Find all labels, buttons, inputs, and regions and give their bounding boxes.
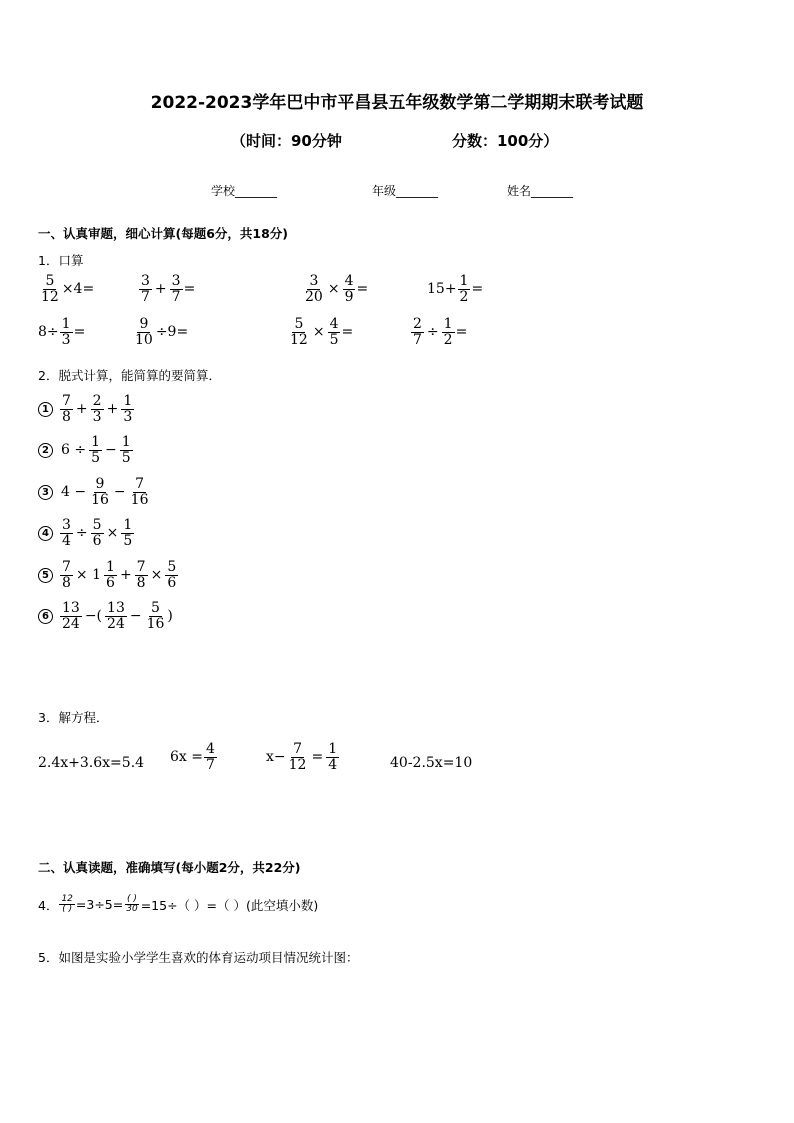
question-4: 4． $\frac{12}{( )}$ =3÷5= $\frac{( )}{30}$ =15÷（ ）=（ ）(此空填小数)	[38, 894, 319, 915]
name-field: 姓名_______	[507, 184, 574, 198]
equation-1: 2.4x+3.6x=5.4	[38, 755, 145, 771]
expr-6: 6 $\frac{13}{24}$ −( $\frac{13}{24}$ − $\frac{5}{16}$ )	[38, 601, 173, 631]
exam-score: 分数：100分）	[452, 132, 559, 150]
oral-calc-4: 15+ $\frac{1}{2}$ =	[427, 273, 484, 305]
section-2-heading: 二、认真读题，准确填写(每小题2分，共22分)	[38, 860, 301, 875]
expr-4: 4 $\frac{3}{4}$ ÷ $\frac{5}{6}$ × $\frac{1}{5}$	[38, 518, 135, 548]
question-1-label: 1．口算	[38, 253, 84, 268]
item-number: 2	[38, 443, 53, 458]
question-3-label: 3．解方程．	[38, 710, 109, 725]
item-number: 5	[38, 568, 53, 583]
oral-calc-1: $\frac{5}{12}$ ×4=	[41, 273, 95, 305]
equation-2: 6x = $\frac{4}{7}$	[170, 741, 215, 773]
equation-4: 40-2.5x=10	[390, 755, 473, 771]
grade-field: 年级_______	[372, 184, 439, 198]
exam-time: （时间：90分钟	[231, 132, 342, 150]
item-number: 3	[38, 485, 53, 500]
expr-3: 3 4 − $\frac{9}{16}$ − $\frac{7}{16}$	[38, 477, 151, 507]
oral-calc-2: $\frac{3}{7}$ + $\frac{3}{7}$ =	[141, 273, 196, 305]
expr-5: 5 $\frac{7}{8}$ × 1 $\frac{1}{6}$ + $\frac{7}{8}$ × $\frac{5}{6}$	[38, 560, 179, 590]
page-title: 2022-2023学年巴中市平昌县五年级数学第二学期期末联考试题	[150, 93, 644, 113]
oral-calc-5: 8÷ $\frac{1}{3}$ =	[38, 316, 86, 348]
item-number: 6	[38, 609, 53, 624]
school-field: 学校_______	[211, 184, 278, 198]
item-number: 4	[38, 526, 53, 541]
oral-calc-8: $\frac{2}{7}$ ÷ $\frac{1}{2}$ =	[413, 316, 468, 348]
oral-calc-7: $\frac{5}{12}$ × $\frac{4}{5}$ =	[290, 316, 354, 348]
question-2-label: 2．脱式计算，能简算的要简算．	[38, 368, 221, 383]
item-number: 1	[38, 402, 53, 417]
equation-3: x− $\frac{7}{12}$ = $\frac{1}{4}$	[266, 741, 338, 773]
expr-2: 2 6 ÷ $\frac{1}{5}$ − $\frac{1}{5}$	[38, 435, 134, 465]
oral-calc-6: $\frac{9}{10}$ ÷9=	[135, 316, 189, 348]
question-5: 5．如图是实验小学学生喜欢的体育运动项目情况统计图：	[38, 950, 359, 965]
oral-calc-3: $\frac{3}{20}$ × $\frac{4}{9}$ =	[305, 273, 369, 305]
section-1-heading: 一、认真审题，细心计算(每题6分，共18分)	[38, 226, 289, 241]
expr-1: 1 $\frac{7}{8}$ + $\frac{2}{3}$ + $\frac{1}{3}$	[38, 394, 135, 424]
